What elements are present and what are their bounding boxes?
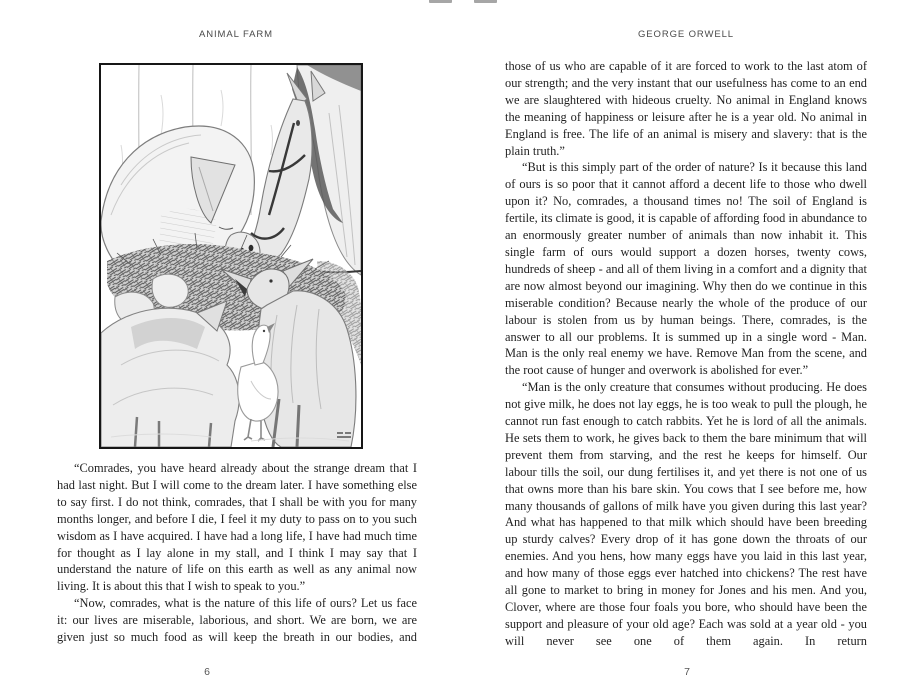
running-header-left: ANIMAL FARM [199,29,273,40]
page-number-left: 6 [204,666,210,678]
page-number-right: 7 [684,666,690,678]
page-left-text [57,460,417,646]
running-header-right: GEORGE ORWELL [638,29,734,40]
window-top-mark-right [474,0,497,3]
illustration-frame [99,63,363,449]
horse-figure [245,65,361,275]
paragraph: “Man is the only creature that consumes without producing. He does not give milk, he does not lay eggs, he is too weak to pull the plough, he cannot run fast enough to catch rabbits. Yet he is lord of all the animals. He sets them to work, he gives back to them the bare minimum that will prevent them from starving, and the rest he keeps for himself. Our labour tills the soil, our dung fertilises it, and yet there is not one of us that owns more than his bare skin. You cows that I see before me, how many thousands of gallons of milk have you given during this last year? And what has happened to that milk which should have been breeding up sturdy calves? Every drop of it has gone down the throats of our enemies. And you hens, how many eggs have you laid in this last year, and how many of those eggs ever hatched into chickens? The rest have all gone to market to bring in money for Jones and his men. And you, Clover, where are those four foals you bore, who should have been the support and pleasure of your old age? Each was sold at a year old - you will never see one of them again. In return [505,380,867,648]
foreground-pig-figure [101,301,239,447]
paragraph: “Comrades, you have heard already about the strange dream that I had last night. But I will come to the dream later. I have something else to say first. I do not think, comrades, that I shall be with you for many months longer, and before I die, I feel it my duty to pass on to you such wisdom as I have acquired. I have had a long life, I have had much time for thought as I lay alone in my stall, and I think I may say that I understand the nature of life on this earth as well as any animal now living. It is about this that I wish to speak to you.” [57,461,417,594]
farm-animals-illustration [101,65,361,447]
window-top-mark-left [429,0,452,3]
page-right-text [505,58,867,650]
paragraph: “Now, comrades, what is the nature of this life of ours? Let us face it: our lives are miserable, laborious, and short. We are born, we are given just so much food as will keep the breath in our bodies, and [57,596,417,645]
paragraph: “But is this simply part of the order of nature? Is it because this land of ours is so poor that it cannot afford a decent life to those who dwell upon it? No, comrades, a thousand times no! The soil of England is fertile, its climate is good, it is capable of affording food in abundance to an enormously greater number of animals than now inhabit it. This single farm of ours would support a dozen horses, twenty cows, hundreds of sheep - and all of them living in a comfort and a dignity that are now almost beyond our imagining. Why then do we continue in this miserable condition? Because nearly the whole of the produce of our labour is stolen from us by human beings. There, comrades, is the answer to all our problems. It is summed up in a single word - Man. Man is the only real enemy we have. Remove Man from the scene, and the root cause of hunger and overwork is abolished for ever.” [505,160,867,378]
paragraph: those of us who are capable of it are forced to work to the last atom of our strength; and the very instant that our usefulness has come to an end we are slaughtered with hideous cruelty. No animal in England knows the meaning of happiness or leisure after he is a year old. No animal in England is free. The life of an animal is misery and slavery: that is the plain truth.” [505,59,867,158]
